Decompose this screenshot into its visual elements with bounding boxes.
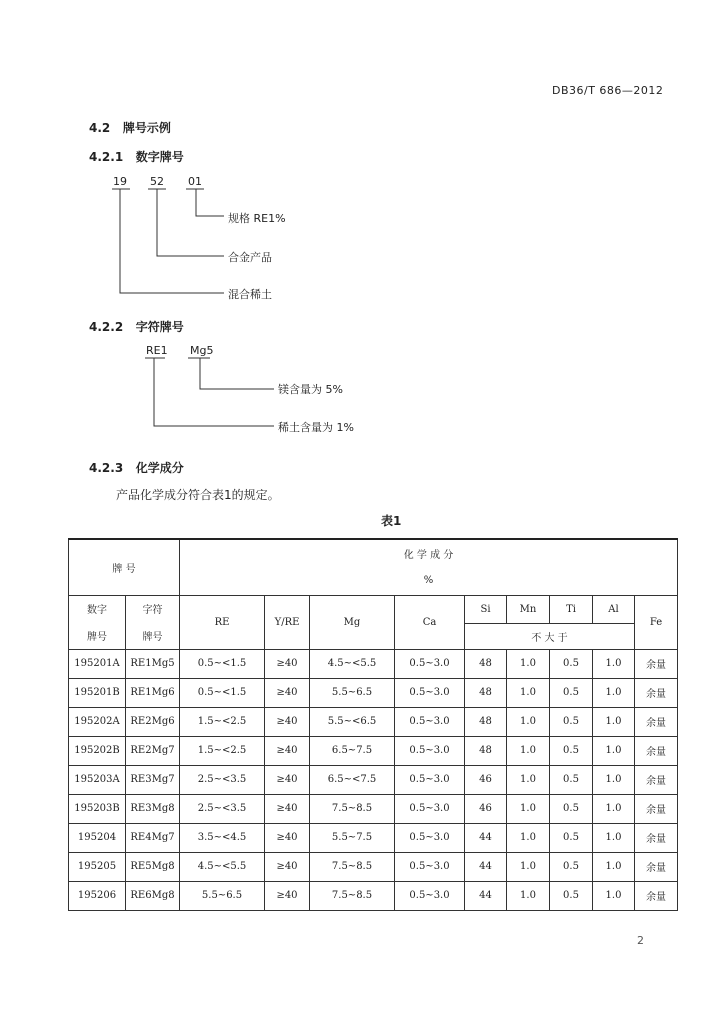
cell-mg: 6.5~7.5	[310, 736, 395, 765]
cell-re: 2.5~<3.5	[180, 765, 265, 794]
cell-symbol-grade: RE1Mg5	[126, 649, 180, 678]
cell-numeric-grade: 195201A	[69, 649, 126, 678]
cell-symbol-grade: RE6Mg8	[126, 881, 180, 910]
cell-y-re: ≥40	[265, 736, 310, 765]
table-row	[69, 765, 678, 794]
cell-si: 46	[465, 765, 507, 794]
cell-symbol-grade: RE5Mg8	[126, 852, 180, 881]
cell-fe: 余量	[635, 736, 678, 765]
cell-si: 48	[465, 736, 507, 765]
cell-si: 44	[465, 823, 507, 852]
section-title: 化学成分	[135, 461, 184, 475]
connector-mg	[200, 358, 274, 389]
cell-mg: 6.5~<7.5	[310, 765, 395, 794]
header-yre: Y/RE	[265, 595, 310, 649]
cell-mn: 1.0	[507, 852, 550, 881]
header-al: Al	[593, 595, 635, 623]
header-symbol-grade	[126, 595, 180, 649]
cell-symbol-grade: RE3Mg7	[126, 765, 180, 794]
cell-al: 1.0	[593, 794, 635, 823]
cell-ca: 0.5~3.0	[395, 823, 465, 852]
cell-mn: 1.0	[507, 736, 550, 765]
section-number: 4.2.3	[89, 461, 124, 475]
header-si: Si	[465, 595, 507, 623]
cell-ca: 0.5~3.0	[395, 794, 465, 823]
cell-re: 0.5~<1.5	[180, 678, 265, 707]
section-number: 4.2.1	[89, 150, 124, 164]
cell-fe: 余量	[635, 794, 678, 823]
symbol-part-mg: Mg5	[190, 344, 214, 357]
cell-fe: 余量	[635, 707, 678, 736]
cell-re: 1.5~<2.5	[180, 707, 265, 736]
header-symbol-2: 牌号	[142, 632, 163, 643]
cell-y-re: ≥40	[265, 852, 310, 881]
cell-ti: 0.5	[550, 823, 593, 852]
table-row	[69, 881, 678, 910]
cell-si: 44	[465, 881, 507, 910]
cell-fe: 余量	[635, 765, 678, 794]
table-caption: 表1	[381, 514, 402, 528]
cell-re: 0.5~<1.5	[180, 649, 265, 678]
header-symbol: 字符	[142, 605, 163, 616]
cell-numeric-grade: 195206	[69, 881, 126, 910]
cell-symbol-grade: RE3Mg8	[126, 794, 180, 823]
numeric-part-2: 52	[150, 175, 164, 188]
header-mg: Mg	[310, 595, 395, 649]
cell-ca: 0.5~3.0	[395, 649, 465, 678]
cell-ti: 0.5	[550, 707, 593, 736]
cell-mn: 1.0	[507, 707, 550, 736]
cell-al: 1.0	[593, 736, 635, 765]
connector-spec	[196, 189, 224, 216]
cell-symbol-grade: RE2Mg7	[126, 736, 180, 765]
cell-ca: 0.5~3.0	[395, 852, 465, 881]
section-title: 字符牌号	[135, 320, 184, 334]
cell-ti: 0.5	[550, 881, 593, 910]
cell-re: 4.5~<5.5	[180, 852, 265, 881]
header-fe: Fe	[635, 595, 678, 649]
cell-al: 1.0	[593, 852, 635, 881]
header-unit: %	[180, 567, 678, 595]
cell-si: 48	[465, 649, 507, 678]
cell-al: 1.0	[593, 765, 635, 794]
page-number: 2	[637, 934, 644, 947]
symbol-label-mg: 镁含量为 5%	[278, 383, 343, 396]
header-mn: Mn	[507, 595, 550, 623]
table-body	[69, 649, 678, 910]
cell-ca: 0.5~3.0	[395, 707, 465, 736]
cell-re: 5.5~6.5	[180, 881, 265, 910]
header-max: 不 大 于	[465, 623, 635, 649]
cell-mg: 5.5~6.5	[310, 678, 395, 707]
cell-numeric-grade: 195202A	[69, 707, 126, 736]
numeric-part-1: 19	[113, 175, 127, 188]
cell-ti: 0.5	[550, 765, 593, 794]
cell-numeric-grade: 195202B	[69, 736, 126, 765]
cell-numeric-grade: 195203A	[69, 765, 126, 794]
header-re: RE	[180, 595, 265, 649]
connector-alloy	[157, 189, 224, 256]
cell-symbol-grade: RE1Mg6	[126, 678, 180, 707]
cell-ti: 0.5	[550, 736, 593, 765]
cell-mn: 1.0	[507, 678, 550, 707]
cell-mg: 7.5~8.5	[310, 852, 395, 881]
cell-al: 1.0	[593, 881, 635, 910]
table-row	[69, 794, 678, 823]
section-title: 牌号示例	[122, 121, 171, 135]
cell-y-re: ≥40	[265, 707, 310, 736]
cell-numeric-grade: 195204	[69, 823, 126, 852]
cell-mg: 4.5~<5.5	[310, 649, 395, 678]
section-number: 4.2.2	[89, 320, 124, 334]
cell-fe: 余量	[635, 678, 678, 707]
numeric-label-mixed-re: 混合稀土	[228, 288, 272, 301]
header-ti: Ti	[550, 595, 593, 623]
cell-al: 1.0	[593, 823, 635, 852]
cell-symbol-grade: RE2Mg6	[126, 707, 180, 736]
header-chem: 化 学 成 分	[180, 539, 678, 567]
cell-si: 48	[465, 707, 507, 736]
cell-ca: 0.5~3.0	[395, 765, 465, 794]
section-title: 数字牌号	[135, 150, 184, 164]
cell-re: 2.5~<3.5	[180, 794, 265, 823]
cell-mn: 1.0	[507, 881, 550, 910]
cell-mn: 1.0	[507, 649, 550, 678]
numeric-label-alloy: 合金产品	[228, 251, 272, 264]
cell-y-re: ≥40	[265, 765, 310, 794]
section-number: 4.2	[89, 121, 111, 135]
cell-symbol-grade: RE4Mg7	[126, 823, 180, 852]
section-4-2-3-heading	[89, 459, 184, 476]
symbol-label-re: 稀土含量为 1%	[278, 421, 354, 434]
numeric-label-spec: 规格 RE1%	[228, 212, 286, 225]
cell-y-re: ≥40	[265, 678, 310, 707]
cell-mg: 5.5~<6.5	[310, 707, 395, 736]
cell-mg: 7.5~8.5	[310, 881, 395, 910]
header-numeric-grade	[69, 595, 126, 649]
cell-ca: 0.5~3.0	[395, 881, 465, 910]
standard-id: DB36/T 686—2012	[552, 84, 664, 97]
cell-fe: 余量	[635, 823, 678, 852]
cell-si: 46	[465, 794, 507, 823]
cell-ti: 0.5	[550, 852, 593, 881]
cell-fe: 余量	[635, 881, 678, 910]
cell-si: 48	[465, 678, 507, 707]
cell-numeric-grade: 195203B	[69, 794, 126, 823]
cell-fe: 余量	[635, 852, 678, 881]
cell-fe: 余量	[635, 649, 678, 678]
table-row	[69, 678, 678, 707]
table-row	[69, 823, 678, 852]
body-sentence: 产品化学成分符合表1的规定。	[116, 488, 280, 502]
cell-ca: 0.5~3.0	[395, 678, 465, 707]
cell-ti: 0.5	[550, 649, 593, 678]
cell-numeric-grade: 195201B	[69, 678, 126, 707]
header-numeric-2: 牌号	[87, 632, 107, 643]
table-row	[69, 852, 678, 881]
numeric-part-3: 01	[188, 175, 202, 188]
cell-al: 1.0	[593, 649, 635, 678]
table-row	[69, 736, 678, 765]
symbol-part-re: RE1	[146, 344, 168, 357]
chemical-composition-table	[68, 538, 678, 911]
table-row	[69, 707, 678, 736]
cell-mn: 1.0	[507, 765, 550, 794]
cell-si: 44	[465, 852, 507, 881]
cell-ti: 0.5	[550, 794, 593, 823]
cell-mn: 1.0	[507, 823, 550, 852]
cell-al: 1.0	[593, 678, 635, 707]
header-numeric: 数字	[87, 605, 107, 616]
cell-ti: 0.5	[550, 678, 593, 707]
header-ca: Ca	[395, 595, 465, 649]
cell-re: 3.5~<4.5	[180, 823, 265, 852]
cell-y-re: ≥40	[265, 649, 310, 678]
connector-mixed-re	[120, 189, 224, 293]
cell-numeric-grade: 195205	[69, 852, 126, 881]
cell-ca: 0.5~3.0	[395, 736, 465, 765]
connector-re	[154, 358, 274, 426]
header-grade: 牌 号	[69, 539, 180, 595]
cell-y-re: ≥40	[265, 794, 310, 823]
cell-mg: 5.5~7.5	[310, 823, 395, 852]
cell-mg: 7.5~8.5	[310, 794, 395, 823]
cell-al: 1.0	[593, 707, 635, 736]
table-row	[69, 649, 678, 678]
cell-re: 1.5~<2.5	[180, 736, 265, 765]
cell-y-re: ≥40	[265, 823, 310, 852]
cell-mn: 1.0	[507, 794, 550, 823]
cell-y-re: ≥40	[265, 881, 310, 910]
